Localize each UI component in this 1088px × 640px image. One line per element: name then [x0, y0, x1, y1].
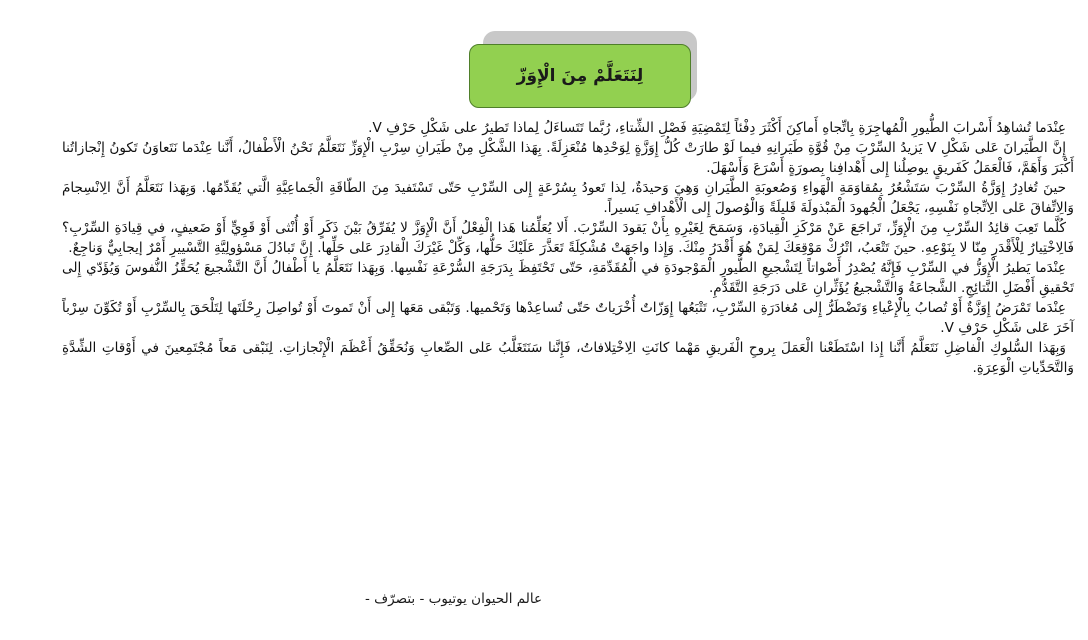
article-body — [62, 118, 1074, 378]
page-title: لِنَتَعَلَّمْ مِنَ الْإِوَزّ — [516, 66, 644, 86]
paragraph-3: حينَ تُغادِرُ إِوَزَّةُ السِّرْبَ سَتَشْعُرُ بِمُقاوَمَةِ الْهَواءِ وَصُعوبَةِ الطَّيَرانِ وَهِيَ وَحيدَةٌ، لِذا تَعودُ بِسُرْعَةٍ إِلى السِّرْبِ حَتّى تَسْتَفيدَ مِنَ الطّاقَةِ الْجَماعِيَّةِ الَّتي يُقَدِّمُها. وَبِهَذا نَتَعَلَّمُ أَنَّ الِانْسِجامَ وَالِاتِّفاقَ عَلى الِاتِّجاهِ نَفْسِهِ، يَجْعَلُ الْجُهودَ الْمَبْذولَةَ قَليلَةً وَالْوُصولَ إِلى الْأَهْدافِ يَسيراً. — [62, 180, 1074, 216]
paragraph-6: عِنْدَما تَمْرَضُ إِوَزَّةٌ أَوْ تُصابُ بِالْإِعْياءِ وَتَضْطَرُّ إِلى مُغادَرَةِ السِّرْبِ، تَتْبَعُها إِوَزّاتٌ أُخْرَياتٌ حَتّى تُساعِدْها وَتَحْميها. وَتَبْقى مَعَها إِلى أَنْ تَموتَ أَوْ تُواصِلَ رِحْلَتَها لِتَلْحَقَ بِالسِّرْبِ أَوْ تُكَوِّنَ سِرْباً آخَرَ عَلى شَكْلِ حَرْفِ V. — [62, 300, 1074, 336]
source-attribution: عالم الحيوان يوتيوب - بتصرّف - — [365, 591, 542, 607]
title-box — [469, 44, 691, 108]
paragraph-1: عِنْدَما تُشاهِدُ أَسْرابَ الطُّيورِ الْمُهاجِرَةِ بِاتِّجاهِ أَماكِنَ أَكْثَرَ دِفْئاً لِتَمْضِيَةِ فَصْلِ الشِّتاءِ، رُبَّما تَتَساءَلُ لِماذا تَطيرُ على شَكْلِ حَرْفِ V. — [368, 120, 1066, 136]
paragraph-7: وَبِهَذا السُّلوكِ الْفاضِلِ نَتَعَلَّمُ أَنَّنا إِذا اسْتَطَعْنا الْعَمَلَ بِروحِ الْفَريقِ مَهْما كانَتِ الِاخْتِلافاتُ، فَإِنَّنا سَنَتَغَلَّبُ عَلى الصِّعابِ وَنُحَقِّقُ أَعْظَمَ الْإِنْجازاتِ. لِنَبْقى مَعاً مُجْتَمِعينَ في أَوْقاتِ الشِّدَّةِ وَالتَّحَدِّياتِ الْوَعِرَةِ. — [62, 340, 1074, 376]
paragraph-5: عِنْدَما يَطيرُ الْإِوَزُّ في السِّرْبِ فَإِنَّهُ يُصْدِرُ أَصْواتاً لِتَشْجيعِ الطُّيورِ الْمَوْجودَةِ في الْمُقَدِّمَةِ، حَتّى تَحْتَفِظَ بِدَرَجَةِ السُّرْعَةِ نَفْسِها. وَبِهَذا نَتَعَلَّمُ يا أَطْفالُ أَنَّ التَّشْجيعَ يُحَقِّزُ النُّفوسَ وَيُؤَدّي إِلى تَحْقيقِ أَفْضَلِ النَّتائِجِ. الشَّجاعَةُ وَالتَّشْجيعُ يُؤَثِّرانِ عَلى دَرَجَةِ التَّقَدُّمِ. — [62, 260, 1074, 296]
paragraph-2: إِنَّ الطَّيَرانَ عَلى شَكْلِ V يَزيدُ السِّرْبَ مِنْ قُوَّةِ طَيَرانِهِ فيما لَوْ طارَتْ كُلُّ إِوَزَّةٍ لِوَحْدِها مُنْعَزِلَةً. بِهَذا الشَّكْلِ مِنْ طَيَرانِ سِرْبِ الْإِوَزِّ نَتَعَلَّمُ نَحْنُ الْأَطْفالُ، أَنَّنا عِنْدَما نَتَعاوَنُ تَكونُ إِنْجازاتُنا أَكْبَرَ وَأَهَمَّ، فَالْعَمَلُ كَفَريقٍ يوصِلُنا إِلى أَهْدافِنا بِصورَةٍ أَسْرَعَ وَأَسْهَلَ. — [62, 140, 1074, 176]
paragraph-4: كُلَّما تَعِبَ قائِدُ السِّرْبِ مِنَ الْإِوَزِّ، تَراجَعَ عَنْ مَرْكَزِ الْقِيادَةِ، وَسَمَحَ لِغَيْرِهِ بِأَنْ يَقودَ السِّرْبَ. أَلا يُعَلِّمُنا هَذا الْفِعْلُ أَنَّ الْإِوَزَّ لا يُفَرِّقُ بَيْنَ ذَكَرٍ أَوْ أُنْثى أَوْ قَوِيٍّ أَوْ ضَعيفٍ، في قِيادَةِ السِّرْبِ؟ فَالِاخْتِيارُ لِلْأَقْدَرِ مِنّا لا بِنَوْعِهِ. حينَ تَتْعَبُ، اتْرُكْ مَوْقِعَكَ لِمَنْ هُوَ أَقْدَرُ مِنْكَ. وَإِذا واجَهَتْ مُشْكِلَةً تَعَذَّرَ عَلَيْكَ حَلُّها، وَكِّلْ غَيْرَكَ الْقادِرَ عَلى حَلِّها. إِنَّ تَبادُلَ مَسْؤولِيَّةِ التَّسْييرِ أَمْرٌ إيجابِيٌّ وَناجِعٌ. — [62, 220, 1074, 256]
